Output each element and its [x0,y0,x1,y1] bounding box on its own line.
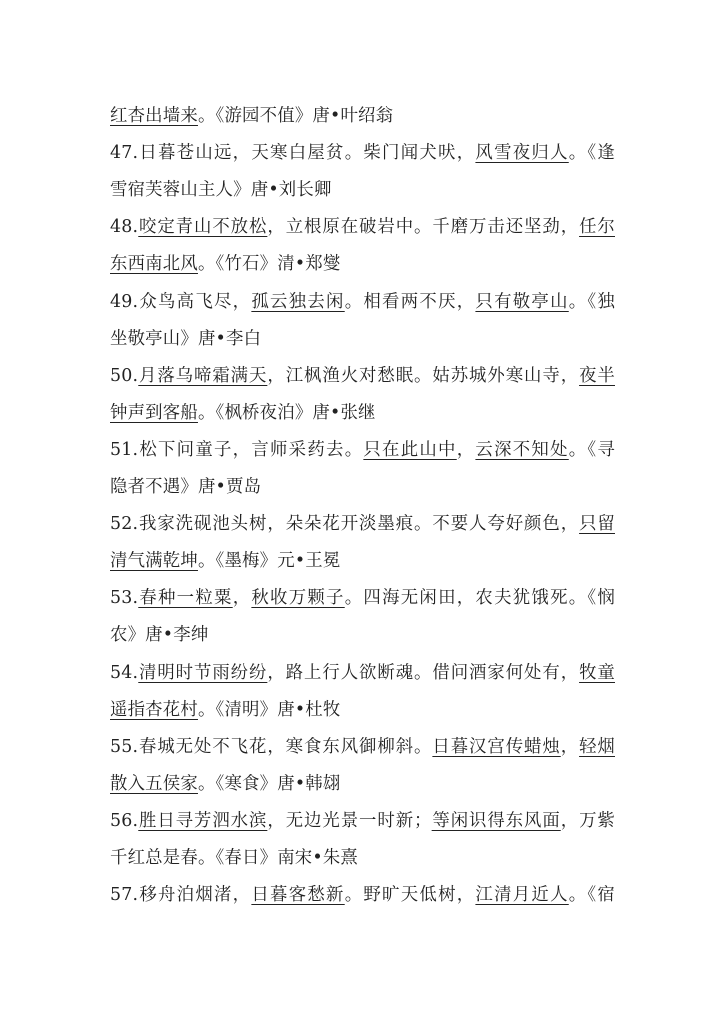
text-segment: ，江枫渔火对愁眠。姑苏城外寒山寺， [267,365,580,386]
text-segment: ， [456,439,476,460]
text-segment: 。相看两不厌， [344,291,476,312]
text-segment: 55.春城无处不飞花，寒食东风御柳斜。 [110,736,433,757]
text-line [110,510,615,538]
underlined-answer: 任尔 [579,217,615,238]
underlined-answer: 清气满乾坤 [110,551,198,572]
underlined-answer: 云深不知处 [475,439,569,460]
underlined-answer: 风雪夜归人 [475,143,569,164]
text-segment: 54. [110,662,139,683]
text-line [110,547,615,575]
text-line [110,436,615,464]
text-segment: 。《竹石》清•郑燮 [197,254,341,275]
text-segment: 。《宿 [568,885,615,906]
underlined-answer: 散入五侯家 [110,773,198,794]
text-segment: 52.我家洗砚池头树，朵朵花开淡墨痕。不要人夸好颜色， [110,514,580,535]
text-line [110,102,615,130]
text-segment: 50. [110,365,139,386]
text-segment: 。《游园不值》唐•叶绍翁 [197,106,394,126]
underlined-answer: 红杏出墙来 [110,106,198,126]
underlined-answer: 胜日寻芳泗水滨 [138,810,268,831]
text-segment: 。《独 [568,291,615,312]
underlined-answer: 春种一粒粟 [138,588,233,609]
underlined-answer: 日暮汉宫传蜡烛 [432,736,561,757]
underlined-answer: 东西南北风 [110,254,198,275]
text-line [110,696,615,724]
text-segment: 坐敬亭山》唐•李白 [110,328,262,349]
underlined-answer: 孤云独去闲 [251,291,345,312]
text-segment: 雪宿芙蓉山主人》唐•刘长卿 [110,180,332,201]
text-segment: ，无边光景一时新； [267,810,432,831]
text-line [110,139,615,167]
underlined-answer: 轻烟 [579,736,615,757]
text-segment: ，立根原在破岩中。千磨万击还坚劲， [267,217,580,238]
text-segment: 53. [110,588,139,609]
text-segment: 47.日暮苍山远，天寒白屋贫。柴门闻犬吠， [110,143,476,164]
text-line [110,362,615,390]
underlined-answer: 牧童 [579,662,615,683]
text-line [110,213,615,241]
text-segment: 。《墨梅》元•王冕 [197,551,341,572]
text-segment: 。《寒食》唐•韩翃 [197,773,341,794]
text-segment: 。四海无闲田，农夫犹饿死。《悯 [344,588,615,609]
text-segment: ， [232,588,252,609]
text-segment: 农》唐•李绅 [110,625,209,646]
text-segment: 49.众鸟高飞尽， [110,291,252,312]
underlined-answer: 日暮客愁新 [251,885,345,906]
underlined-answer: 只留 [579,514,615,535]
text-line [110,288,615,316]
text-segment: 。《清明》唐•杜牧 [197,699,341,720]
text-line [110,844,615,872]
text-line [110,584,615,612]
text-segment: ，路上行人欲断魂。借问酒家何处有， [267,662,580,683]
underlined-answer: 清明时节雨纷纷 [138,662,268,683]
underlined-answer: 咬定青山不放松 [138,217,268,238]
text-line [110,770,615,798]
text-segment: 56. [110,810,139,831]
underlined-answer: 遥指杏花村 [110,699,198,720]
underlined-answer: 月落乌啼霜满天 [138,365,268,386]
text-line [110,807,615,835]
text-segment: 48. [110,217,139,238]
text-segment: ， [560,736,580,757]
text-line [110,325,615,353]
text-segment: 。《枫桥夜泊》唐•张继 [197,402,376,423]
underlined-answer: 等闲识得东风面 [431,810,561,831]
underlined-answer: 只在此山中 [363,439,457,460]
underlined-answer: 钟声到客船 [110,402,198,423]
text-line [110,621,615,649]
text-line [110,473,615,501]
text-segment: 。《逢 [568,143,615,164]
text-line [110,250,615,278]
text-line [110,881,615,909]
text-segment: 隐者不遇》唐•贾岛 [110,477,262,497]
underlined-answer: 江清月近人 [475,885,569,906]
underlined-answer: 秋收万颗子 [251,588,345,609]
text-segment: 千红总是春。《春日》南宋•朱熹 [110,848,359,868]
underlined-answer: 只有敬亭山 [475,291,569,312]
text-segment: 。《寻 [568,439,615,460]
text-segment: 57.移舟泊烟渚， [110,885,252,906]
text-line [110,733,615,761]
text-line [110,399,615,427]
text-line [110,659,615,687]
text-segment: 。野旷天低树， [344,885,476,906]
text-segment: ，万紫 [560,810,615,831]
underlined-answer: 夜半 [579,365,615,386]
text-segment: 51.松下问童子，言师采药去。 [110,439,364,460]
text-line [110,176,615,204]
